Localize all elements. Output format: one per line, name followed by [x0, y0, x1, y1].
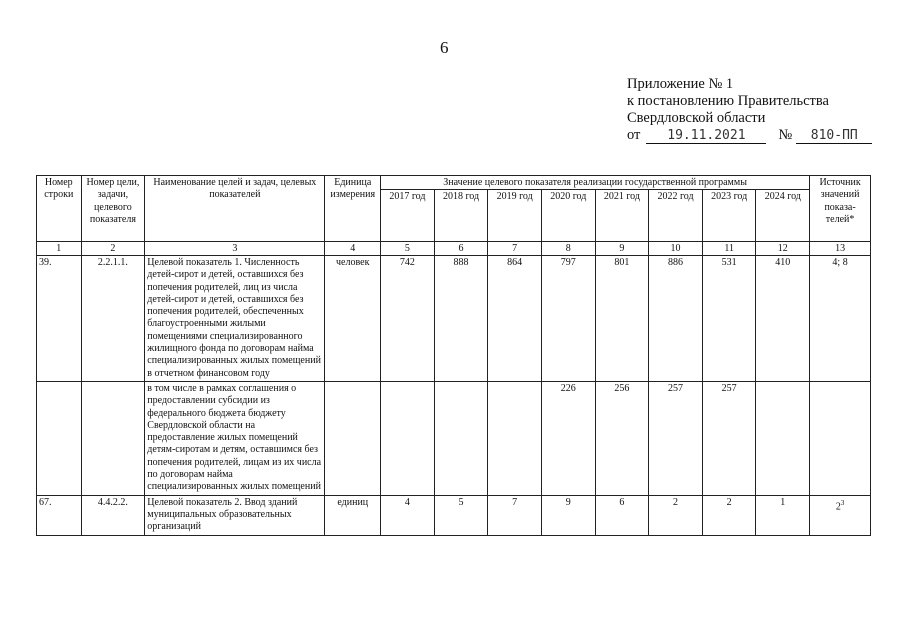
appendix-region: Свердловской области	[627, 110, 766, 126]
index-cell: 4	[325, 242, 381, 256]
value-cell	[756, 381, 810, 495]
index-cell: 12	[756, 242, 810, 256]
header-year: 2020 год	[541, 190, 595, 242]
header-goal-number: Номер цели, задачи, целевого показателя	[81, 176, 145, 242]
index-cell: 11	[702, 242, 756, 256]
value-cell: 5	[434, 495, 488, 535]
goal-number: 2.2.1.1.	[81, 256, 145, 382]
value-cell: 742	[381, 256, 435, 382]
index-row	[37, 242, 871, 256]
value-cell: 6	[595, 495, 649, 535]
index-cell: 8	[541, 242, 595, 256]
value-cell: 226	[541, 381, 595, 495]
row-number: 67.	[37, 495, 82, 535]
goal-number	[81, 381, 145, 495]
unit: единиц	[325, 495, 381, 535]
appendix-header	[627, 76, 872, 144]
index-cell: 1	[37, 242, 82, 256]
value-cell	[488, 381, 542, 495]
page-number: 6	[440, 38, 449, 57]
value-cell: 4	[381, 495, 435, 535]
index-cell: 7	[488, 242, 542, 256]
table-row	[37, 495, 871, 535]
index-cell: 3	[145, 242, 325, 256]
indicator-name: Целевой показатель 2. Ввод зданий муниципальных образовательных организаций	[145, 495, 325, 535]
source-cell	[810, 495, 871, 535]
indicators-table	[36, 175, 871, 536]
header-year: 2023 год	[702, 190, 756, 242]
indicator-name: Целевой показатель 1. Численность детей-сирот и детей, оставшихся без попечения родителей, лиц из числа детей-сирот и детей, оставшихся без попечения родителей, обеспеченных благоустроенными жилыми помещениями специализированного жилищного фонда по договорам найма специализированных жилых помещений в отчетном финансовом году	[145, 256, 325, 382]
value-cell: 256	[595, 381, 649, 495]
unit	[325, 381, 381, 495]
index-cell: 10	[649, 242, 703, 256]
header-year: 2017 год	[381, 190, 435, 242]
unit: человек	[325, 256, 381, 382]
indicator-name: в том числе в рамках соглашения о предоставлении субсидии из федерального бюджета бюджету Свердловской области на предоставление жилых помещений детям-сиротам и детям, оставшимся без попечения родителей, лицам из их числа по договорам найма специализированных жилых помещений	[145, 381, 325, 495]
source-superscript: 3	[840, 498, 845, 507]
appendix-title: Приложение № 1	[627, 76, 734, 92]
index-cell: 13	[810, 242, 871, 256]
index-cell: 5	[381, 242, 435, 256]
table-row	[37, 381, 871, 495]
value-cell: 9	[541, 495, 595, 535]
header-name: Наименование целей и задач, целевых показателей	[145, 176, 325, 242]
value-cell: 2	[649, 495, 703, 535]
source-value: 2	[835, 500, 841, 512]
table-row	[37, 256, 871, 382]
value-cell: 888	[434, 256, 488, 382]
source-cell: 4; 8	[810, 256, 871, 382]
value-cell: 1	[756, 495, 810, 535]
from-label: от	[627, 127, 641, 143]
row-number: 39.	[37, 256, 82, 382]
value-cell	[434, 381, 488, 495]
value-cell: 2	[702, 495, 756, 535]
value-cell: 410	[756, 256, 810, 382]
appendix-subtitle: к постановлению Правительства	[627, 93, 829, 109]
goal-number: 4.4.2.2.	[81, 495, 145, 535]
value-cell: 7	[488, 495, 542, 535]
index-cell: 6	[434, 242, 488, 256]
header-unit: Единица измерения	[325, 176, 381, 242]
decree-date: 19.11.2021	[646, 129, 766, 144]
value-cell: 801	[595, 256, 649, 382]
appendix-date-line	[627, 127, 872, 144]
value-cell: 257	[649, 381, 703, 495]
row-number	[37, 381, 82, 495]
value-cell: 257	[702, 381, 756, 495]
value-cell: 886	[649, 256, 703, 382]
value-cell	[381, 381, 435, 495]
header-year: 2022 год	[649, 190, 703, 242]
header-source: Источник значений показа-телей*	[810, 176, 871, 242]
decree-number: 810-ПП	[796, 129, 872, 144]
header-year: 2018 год	[434, 190, 488, 242]
value-cell: 864	[488, 256, 542, 382]
header-year: 2019 год	[488, 190, 542, 242]
number-label: №	[778, 127, 793, 143]
header-year: 2021 год	[595, 190, 649, 242]
header-row-1	[37, 176, 871, 190]
index-cell: 9	[595, 242, 649, 256]
value-cell: 531	[702, 256, 756, 382]
header-row-number: Номер строки	[37, 176, 82, 242]
source-cell	[810, 381, 871, 495]
header-year: 2024 год	[756, 190, 810, 242]
index-cell: 2	[81, 242, 145, 256]
value-cell: 797	[541, 256, 595, 382]
header-values-group: Значение целевого показателя реализации государственной программы	[381, 176, 810, 190]
